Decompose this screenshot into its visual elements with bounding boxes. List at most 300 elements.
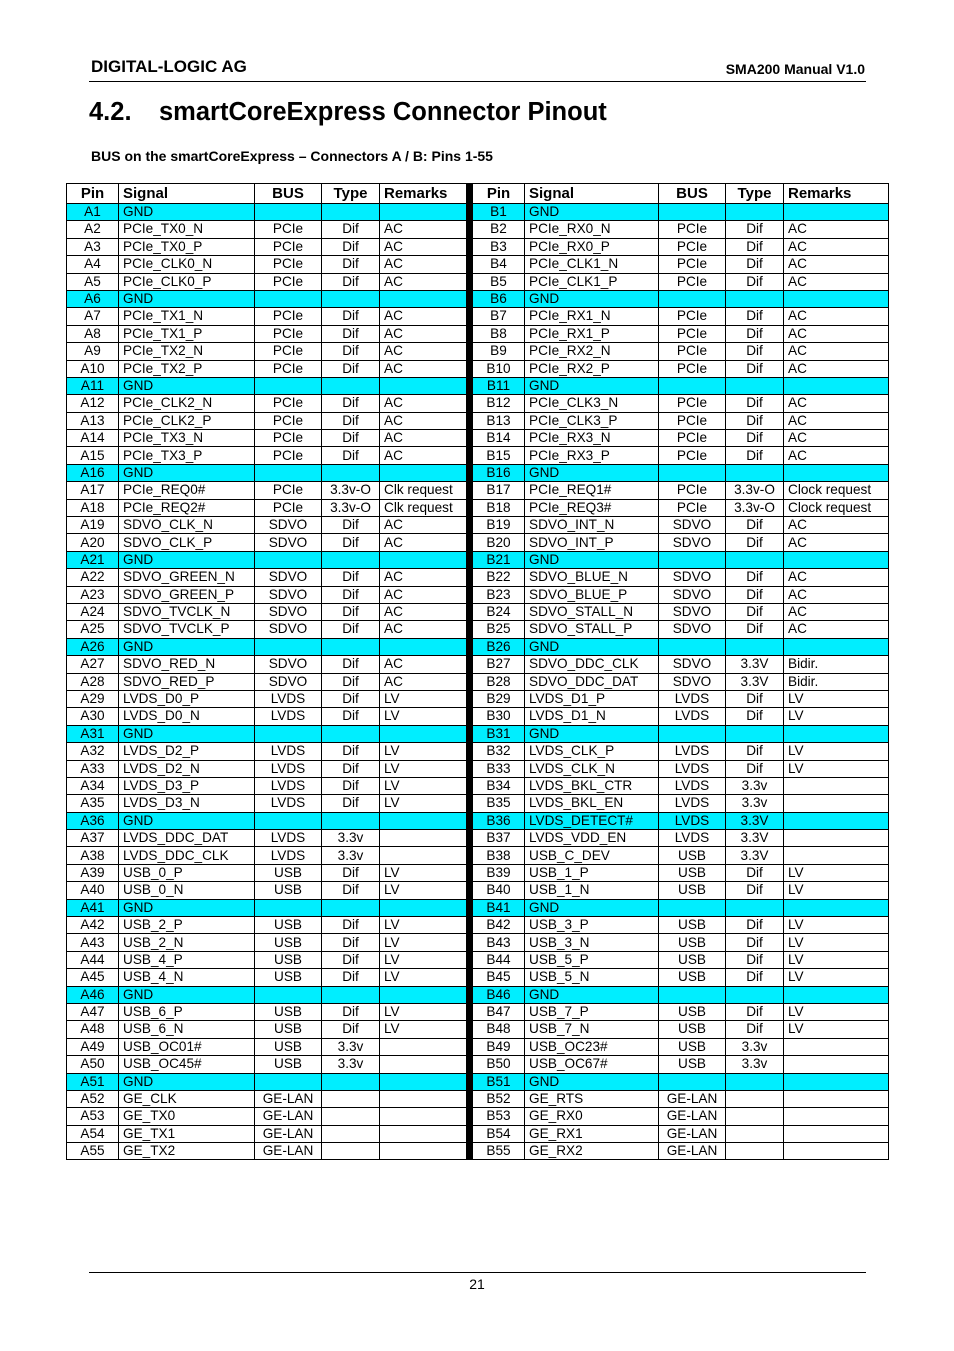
table-row bbox=[67, 343, 889, 360]
table-row bbox=[67, 290, 889, 307]
cell-signal-b: USB_3_P bbox=[525, 917, 659, 934]
cell-type-b: Dif bbox=[726, 864, 784, 881]
cell-pin-b: B45 bbox=[473, 969, 525, 986]
table-row bbox=[67, 395, 889, 412]
cell-pin-a: A13 bbox=[67, 412, 119, 429]
cell-type-a bbox=[322, 464, 380, 481]
table-row bbox=[67, 621, 889, 638]
cell-signal-b: PCIe_RX1_P bbox=[525, 325, 659, 342]
table-row bbox=[67, 1073, 889, 1090]
cell-type-b: 3.3V bbox=[726, 830, 784, 847]
cell-type-a: Dif bbox=[322, 395, 380, 412]
cell-bus-b: USB bbox=[659, 1056, 726, 1073]
cell-signal-a: SDVO_TVCLK_N bbox=[119, 603, 255, 620]
cell-pin-b: B32 bbox=[473, 743, 525, 760]
cell-type-b: Dif bbox=[726, 447, 784, 464]
cell-pin-a: A47 bbox=[67, 1003, 119, 1020]
cell-signal-a: GND bbox=[119, 812, 255, 829]
cell-remarks-b bbox=[784, 1090, 889, 1107]
cell-pin-b: B8 bbox=[473, 325, 525, 342]
table-row bbox=[67, 430, 889, 447]
cell-type-b: Dif bbox=[726, 934, 784, 951]
cell-pin-b: B43 bbox=[473, 934, 525, 951]
cell-type-a: Dif bbox=[322, 569, 380, 586]
cell-bus-a bbox=[255, 551, 322, 568]
table-caption: BUS on the smartCoreExpress – Connectors A / B: Pins 1-55 bbox=[91, 148, 493, 164]
cell-bus-b: USB bbox=[659, 847, 726, 864]
cell-signal-b: PCIe_CLK1_N bbox=[525, 256, 659, 273]
cell-remarks-a bbox=[380, 1056, 467, 1073]
table-row bbox=[67, 1003, 889, 1020]
cell-pin-b: B5 bbox=[473, 273, 525, 290]
table-row bbox=[67, 238, 889, 255]
cell-type-b bbox=[726, 1108, 784, 1125]
cell-pin-a: A19 bbox=[67, 517, 119, 534]
cell-type-b: Dif bbox=[726, 1021, 784, 1038]
cell-type-b bbox=[726, 551, 784, 568]
cell-bus-a: SDVO bbox=[255, 621, 322, 638]
cell-bus-b: PCIe bbox=[659, 343, 726, 360]
cell-bus-b bbox=[659, 638, 726, 655]
cell-pin-a: A23 bbox=[67, 586, 119, 603]
cell-pin-a: A14 bbox=[67, 430, 119, 447]
cell-type-a: Dif bbox=[322, 760, 380, 777]
cell-type-b bbox=[726, 1073, 784, 1090]
cell-remarks-a bbox=[380, 812, 467, 829]
table-row bbox=[67, 708, 889, 725]
col-header-signal-a: Signal bbox=[119, 184, 255, 204]
cell-bus-b: GE-LAN bbox=[659, 1125, 726, 1142]
cell-type-b: Dif bbox=[726, 412, 784, 429]
cell-pin-b: B26 bbox=[473, 638, 525, 655]
cell-remarks-b: LV bbox=[784, 864, 889, 881]
cell-pin-b: B37 bbox=[473, 830, 525, 847]
cell-signal-a: GND bbox=[119, 638, 255, 655]
cell-signal-a: USB_4_P bbox=[119, 951, 255, 968]
cell-signal-b: USB_7_P bbox=[525, 1003, 659, 1020]
cell-bus-a: PCIe bbox=[255, 430, 322, 447]
cell-bus-b: USB bbox=[659, 917, 726, 934]
cell-bus-a bbox=[255, 986, 322, 1003]
table-row bbox=[67, 447, 889, 464]
cell-pin-a: A24 bbox=[67, 603, 119, 620]
cell-remarks-b: AC bbox=[784, 430, 889, 447]
cell-signal-a: LVDS_D3_N bbox=[119, 795, 255, 812]
cell-remarks-b bbox=[784, 986, 889, 1003]
table-row bbox=[67, 917, 889, 934]
cell-signal-a: SDVO_RED_N bbox=[119, 656, 255, 673]
table-row bbox=[67, 777, 889, 794]
cell-pin-a: A52 bbox=[67, 1090, 119, 1107]
col-header-pin-b: Pin bbox=[473, 184, 525, 204]
cell-type-a: 3.3v bbox=[322, 847, 380, 864]
cell-pin-b: B51 bbox=[473, 1073, 525, 1090]
cell-pin-b: B48 bbox=[473, 1021, 525, 1038]
cell-type-a: 3.3v-O bbox=[322, 482, 380, 499]
cell-signal-b: USB_5_N bbox=[525, 969, 659, 986]
cell-bus-b: PCIe bbox=[659, 499, 726, 516]
cell-pin-a: A4 bbox=[67, 256, 119, 273]
cell-signal-b: SDVO_STALL_N bbox=[525, 603, 659, 620]
cell-bus-b bbox=[659, 1073, 726, 1090]
cell-bus-b: SDVO bbox=[659, 534, 726, 551]
cell-signal-a: GND bbox=[119, 204, 255, 221]
cell-bus-a: SDVO bbox=[255, 517, 322, 534]
cell-signal-a: USB_OC01# bbox=[119, 1038, 255, 1055]
table-row bbox=[67, 1056, 889, 1073]
cell-bus-a bbox=[255, 290, 322, 307]
cell-remarks-a bbox=[380, 377, 467, 394]
cell-type-a bbox=[322, 725, 380, 742]
section-title: smartCoreExpress Connector Pinout bbox=[159, 98, 607, 126]
cell-type-b: 3.3V bbox=[726, 656, 784, 673]
cell-remarks-a: LV bbox=[380, 777, 467, 794]
cell-pin-b: B29 bbox=[473, 690, 525, 707]
cell-remarks-b bbox=[784, 464, 889, 481]
cell-pin-b: B11 bbox=[473, 377, 525, 394]
cell-bus-b: PCIe bbox=[659, 221, 726, 238]
table-row bbox=[67, 308, 889, 325]
cell-pin-b: B31 bbox=[473, 725, 525, 742]
table-row bbox=[67, 377, 889, 394]
cell-remarks-b: AC bbox=[784, 412, 889, 429]
cell-remarks-b bbox=[784, 812, 889, 829]
cell-type-a: Dif bbox=[322, 517, 380, 534]
cell-signal-b: SDVO_INT_P bbox=[525, 534, 659, 551]
cell-bus-a: PCIe bbox=[255, 273, 322, 290]
table-row bbox=[67, 743, 889, 760]
cell-bus-b: PCIe bbox=[659, 238, 726, 255]
table-row bbox=[67, 551, 889, 568]
cell-pin-a: A30 bbox=[67, 708, 119, 725]
cell-signal-b: LVDS_CLK_P bbox=[525, 743, 659, 760]
cell-remarks-a: AC bbox=[380, 621, 467, 638]
cell-signal-a: PCIe_TX1_N bbox=[119, 308, 255, 325]
cell-type-a: Dif bbox=[322, 777, 380, 794]
cell-pin-b: B46 bbox=[473, 986, 525, 1003]
col-header-remarks-a: Remarks bbox=[380, 184, 467, 204]
cell-bus-b: PCIe bbox=[659, 256, 726, 273]
cell-remarks-b: LV bbox=[784, 969, 889, 986]
cell-bus-b bbox=[659, 290, 726, 307]
cell-pin-b: B49 bbox=[473, 1038, 525, 1055]
cell-signal-b: GND bbox=[525, 551, 659, 568]
cell-signal-a: PCIe_CLK2_P bbox=[119, 412, 255, 429]
cell-bus-b: LVDS bbox=[659, 812, 726, 829]
cell-pin-a: A42 bbox=[67, 917, 119, 934]
table-row bbox=[67, 638, 889, 655]
table-row bbox=[67, 690, 889, 707]
cell-type-b: Dif bbox=[726, 1003, 784, 1020]
table-row bbox=[67, 534, 889, 551]
cell-bus-a bbox=[255, 899, 322, 916]
cell-remarks-a bbox=[380, 847, 467, 864]
cell-signal-b: GND bbox=[525, 464, 659, 481]
cell-remarks-b: LV bbox=[784, 760, 889, 777]
cell-remarks-b bbox=[784, 725, 889, 742]
cell-signal-a: PCIe_TX2_N bbox=[119, 343, 255, 360]
cell-bus-a: USB bbox=[255, 969, 322, 986]
cell-type-b bbox=[726, 638, 784, 655]
manual-title: SMA200 Manual V1.0 bbox=[725, 61, 865, 77]
cell-signal-b: LVDS_DETECT# bbox=[525, 812, 659, 829]
cell-signal-b: GND bbox=[525, 638, 659, 655]
cell-bus-b: PCIe bbox=[659, 308, 726, 325]
cell-pin-a: A50 bbox=[67, 1056, 119, 1073]
cell-remarks-a: LV bbox=[380, 882, 467, 899]
cell-pin-a: A6 bbox=[67, 290, 119, 307]
cell-remarks-a bbox=[380, 1073, 467, 1090]
cell-signal-a: PCIe_TX3_P bbox=[119, 447, 255, 464]
cell-type-a: Dif bbox=[322, 412, 380, 429]
cell-type-b: Dif bbox=[726, 325, 784, 342]
table-row bbox=[67, 847, 889, 864]
cell-remarks-a: AC bbox=[380, 308, 467, 325]
cell-signal-a: USB_6_P bbox=[119, 1003, 255, 1020]
cell-signal-b: USB_OC23# bbox=[525, 1038, 659, 1055]
cell-pin-b: B23 bbox=[473, 586, 525, 603]
cell-remarks-b: LV bbox=[784, 690, 889, 707]
cell-signal-a: USB_2_P bbox=[119, 917, 255, 934]
cell-type-a: 3.3v-O bbox=[322, 499, 380, 516]
cell-remarks-a: AC bbox=[380, 603, 467, 620]
cell-type-a: Dif bbox=[322, 430, 380, 447]
cell-pin-a: A41 bbox=[67, 899, 119, 916]
cell-remarks-b: AC bbox=[784, 586, 889, 603]
table-row bbox=[67, 812, 889, 829]
cell-signal-b: LVDS_D1_N bbox=[525, 708, 659, 725]
cell-type-a: Dif bbox=[322, 447, 380, 464]
cell-type-b: Dif bbox=[726, 760, 784, 777]
cell-bus-b: SDVO bbox=[659, 673, 726, 690]
table-row bbox=[67, 464, 889, 481]
cell-remarks-b: AC bbox=[784, 621, 889, 638]
cell-signal-a: LVDS_DDC_DAT bbox=[119, 830, 255, 847]
cell-signal-a: PCIe_CLK0_P bbox=[119, 273, 255, 290]
cell-remarks-a: LV bbox=[380, 917, 467, 934]
cell-remarks-b bbox=[784, 1125, 889, 1142]
cell-remarks-a bbox=[380, 986, 467, 1003]
cell-pin-b: B53 bbox=[473, 1108, 525, 1125]
cell-signal-a: GE_CLK bbox=[119, 1090, 255, 1107]
cell-signal-b: PCIe_RX3_N bbox=[525, 430, 659, 447]
cell-signal-a: PCIe_TX1_P bbox=[119, 325, 255, 342]
cell-remarks-a bbox=[380, 1125, 467, 1142]
cell-remarks-a bbox=[380, 725, 467, 742]
cell-bus-a: PCIe bbox=[255, 447, 322, 464]
cell-bus-b bbox=[659, 551, 726, 568]
table-row bbox=[67, 569, 889, 586]
cell-signal-a: GE_TX0 bbox=[119, 1108, 255, 1125]
cell-type-a: Dif bbox=[322, 360, 380, 377]
cell-type-a: Dif bbox=[322, 621, 380, 638]
cell-pin-b: B12 bbox=[473, 395, 525, 412]
table-row bbox=[67, 969, 889, 986]
cell-bus-a: USB bbox=[255, 1056, 322, 1073]
cell-remarks-a bbox=[380, 830, 467, 847]
cell-type-b: Dif bbox=[726, 534, 784, 551]
cell-remarks-a: AC bbox=[380, 517, 467, 534]
cell-bus-b: GE-LAN bbox=[659, 1090, 726, 1107]
cell-remarks-a bbox=[380, 1090, 467, 1107]
cell-type-b bbox=[726, 204, 784, 221]
cell-type-a bbox=[322, 551, 380, 568]
cell-type-b: Dif bbox=[726, 343, 784, 360]
cell-remarks-a: AC bbox=[380, 447, 467, 464]
cell-type-a: Dif bbox=[322, 795, 380, 812]
cell-pin-b: B36 bbox=[473, 812, 525, 829]
cell-bus-b: SDVO bbox=[659, 603, 726, 620]
cell-bus-b: SDVO bbox=[659, 517, 726, 534]
cell-type-a: Dif bbox=[322, 917, 380, 934]
cell-bus-a: SDVO bbox=[255, 673, 322, 690]
cell-pin-a: A53 bbox=[67, 1108, 119, 1125]
cell-type-b: Dif bbox=[726, 273, 784, 290]
section-heading bbox=[89, 98, 607, 127]
cell-type-a: Dif bbox=[322, 656, 380, 673]
cell-type-b bbox=[726, 377, 784, 394]
cell-bus-a: USB bbox=[255, 864, 322, 881]
cell-type-a: Dif bbox=[322, 586, 380, 603]
cell-remarks-a: AC bbox=[380, 395, 467, 412]
table-row bbox=[67, 795, 889, 812]
cell-signal-a: SDVO_CLK_P bbox=[119, 534, 255, 551]
cell-pin-a: A15 bbox=[67, 447, 119, 464]
cell-pin-b: B4 bbox=[473, 256, 525, 273]
cell-type-a: Dif bbox=[322, 273, 380, 290]
cell-pin-a: A1 bbox=[67, 204, 119, 221]
cell-pin-a: A3 bbox=[67, 238, 119, 255]
cell-signal-a: PCIe_REQ2# bbox=[119, 499, 255, 516]
cell-bus-a: USB bbox=[255, 917, 322, 934]
cell-pin-b: B20 bbox=[473, 534, 525, 551]
cell-signal-a: SDVO_TVCLK_P bbox=[119, 621, 255, 638]
cell-signal-a: PCIe_CLK0_N bbox=[119, 256, 255, 273]
cell-bus-a bbox=[255, 377, 322, 394]
cell-signal-b: LVDS_CLK_N bbox=[525, 760, 659, 777]
cell-signal-b: SDVO_BLUE_P bbox=[525, 586, 659, 603]
cell-pin-b: B3 bbox=[473, 238, 525, 255]
cell-type-a: Dif bbox=[322, 308, 380, 325]
cell-signal-a: PCIe_TX3_N bbox=[119, 430, 255, 447]
cell-pin-b: B50 bbox=[473, 1056, 525, 1073]
cell-bus-b: GE-LAN bbox=[659, 1143, 726, 1160]
cell-pin-b: B2 bbox=[473, 221, 525, 238]
cell-type-b: Dif bbox=[726, 221, 784, 238]
cell-signal-b: GND bbox=[525, 1073, 659, 1090]
cell-type-b: Dif bbox=[726, 917, 784, 934]
cell-pin-a: A37 bbox=[67, 830, 119, 847]
cell-type-b: Dif bbox=[726, 690, 784, 707]
cell-type-b: 3.3v-O bbox=[726, 482, 784, 499]
cell-remarks-a: AC bbox=[380, 673, 467, 690]
cell-type-a: Dif bbox=[322, 534, 380, 551]
cell-remarks-b: AC bbox=[784, 308, 889, 325]
cell-remarks-b bbox=[784, 847, 889, 864]
col-header-type-b: Type bbox=[726, 184, 784, 204]
cell-type-b bbox=[726, 1090, 784, 1107]
table-row bbox=[67, 899, 889, 916]
cell-type-b: 3.3V bbox=[726, 812, 784, 829]
cell-pin-a: A54 bbox=[67, 1125, 119, 1142]
company-name: DIGITAL-LOGIC AG bbox=[91, 57, 247, 76]
cell-signal-b: GND bbox=[525, 899, 659, 916]
cell-signal-b: SDVO_INT_N bbox=[525, 517, 659, 534]
cell-bus-b: PCIe bbox=[659, 395, 726, 412]
cell-remarks-a: LV bbox=[380, 690, 467, 707]
cell-signal-a: PCIe_CLK2_N bbox=[119, 395, 255, 412]
cell-bus-b: USB bbox=[659, 1021, 726, 1038]
cell-bus-b: SDVO bbox=[659, 569, 726, 586]
table-row bbox=[67, 1108, 889, 1125]
cell-signal-b: PCIe_RX1_N bbox=[525, 308, 659, 325]
cell-pin-b: B17 bbox=[473, 482, 525, 499]
cell-bus-b: USB bbox=[659, 951, 726, 968]
col-header-remarks-b: Remarks bbox=[784, 184, 889, 204]
cell-bus-b: PCIe bbox=[659, 360, 726, 377]
cell-type-a: Dif bbox=[322, 603, 380, 620]
cell-pin-b: B41 bbox=[473, 899, 525, 916]
cell-bus-b bbox=[659, 204, 726, 221]
cell-remarks-a: AC bbox=[380, 412, 467, 429]
table-row bbox=[67, 221, 889, 238]
cell-signal-a: GND bbox=[119, 464, 255, 481]
cell-pin-b: B22 bbox=[473, 569, 525, 586]
cell-remarks-b: AC bbox=[784, 447, 889, 464]
cell-type-b bbox=[726, 899, 784, 916]
cell-signal-a: GE_TX1 bbox=[119, 1125, 255, 1142]
cell-pin-b: B33 bbox=[473, 760, 525, 777]
cell-signal-b: PCIe_CLK1_P bbox=[525, 273, 659, 290]
cell-pin-b: B1 bbox=[473, 204, 525, 221]
cell-type-a: Dif bbox=[322, 221, 380, 238]
cell-type-b: Dif bbox=[726, 586, 784, 603]
cell-remarks-b: AC bbox=[784, 603, 889, 620]
table-row bbox=[67, 256, 889, 273]
cell-signal-a: SDVO_GREEN_P bbox=[119, 586, 255, 603]
cell-type-a bbox=[322, 1143, 380, 1160]
cell-bus-b: PCIe bbox=[659, 482, 726, 499]
table-row bbox=[67, 603, 889, 620]
table-row bbox=[67, 882, 889, 899]
cell-type-a: Dif bbox=[322, 1021, 380, 1038]
cell-signal-b: PCIe_RX0_N bbox=[525, 221, 659, 238]
cell-type-b: Dif bbox=[726, 603, 784, 620]
cell-signal-b: LVDS_BKL_CTR bbox=[525, 777, 659, 794]
cell-signal-a: LVDS_D0_N bbox=[119, 708, 255, 725]
cell-bus-a: USB bbox=[255, 1038, 322, 1055]
cell-signal-a: GND bbox=[119, 899, 255, 916]
cell-pin-a: A11 bbox=[67, 377, 119, 394]
cell-bus-b: USB bbox=[659, 864, 726, 881]
cell-bus-b: LVDS bbox=[659, 830, 726, 847]
cell-pin-a: A33 bbox=[67, 760, 119, 777]
cell-remarks-b bbox=[784, 1108, 889, 1125]
cell-pin-b: B39 bbox=[473, 864, 525, 881]
cell-pin-b: B25 bbox=[473, 621, 525, 638]
col-header-bus-a: BUS bbox=[255, 184, 322, 204]
cell-pin-a: A48 bbox=[67, 1021, 119, 1038]
cell-pin-b: B35 bbox=[473, 795, 525, 812]
cell-bus-a: PCIe bbox=[255, 482, 322, 499]
cell-signal-b: GE_RX0 bbox=[525, 1108, 659, 1125]
cell-remarks-b: LV bbox=[784, 1003, 889, 1020]
cell-bus-b: USB bbox=[659, 882, 726, 899]
cell-pin-b: B15 bbox=[473, 447, 525, 464]
cell-signal-a: USB_4_N bbox=[119, 969, 255, 986]
section-number: 4.2. bbox=[89, 98, 132, 126]
cell-bus-a: GE-LAN bbox=[255, 1125, 322, 1142]
